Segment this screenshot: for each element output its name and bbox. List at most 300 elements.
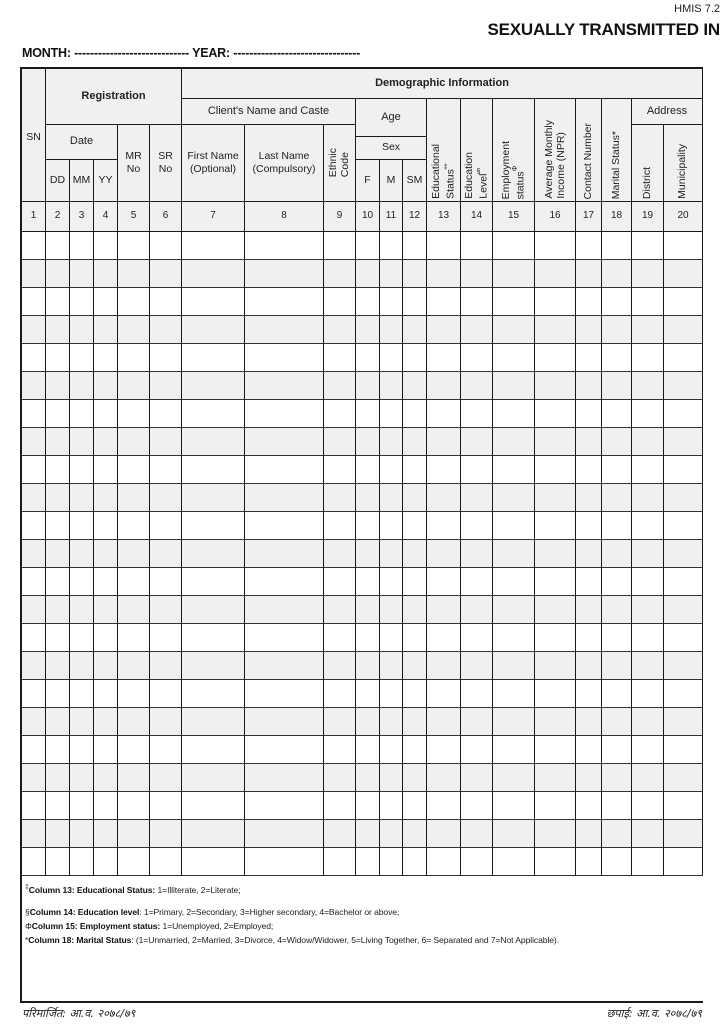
table-cell[interactable] (150, 792, 182, 820)
table-cell[interactable] (632, 652, 664, 680)
table-cell[interactable] (380, 792, 403, 820)
table-cell[interactable] (22, 372, 46, 400)
table-cell[interactable] (576, 400, 602, 428)
table-cell[interactable] (380, 316, 403, 344)
table-cell[interactable] (664, 764, 703, 792)
table-cell[interactable] (46, 848, 70, 876)
table-cell[interactable] (94, 652, 118, 680)
table-cell[interactable] (403, 232, 427, 260)
table-cell[interactable] (70, 596, 94, 624)
table-cell[interactable] (70, 680, 94, 708)
table-cell[interactable] (94, 820, 118, 848)
table-cell[interactable] (245, 372, 324, 400)
table-cell[interactable] (46, 820, 70, 848)
table-cell[interactable] (356, 512, 380, 540)
table-cell[interactable] (118, 820, 150, 848)
table-cell[interactable] (427, 428, 461, 456)
table-cell[interactable] (602, 792, 632, 820)
table-cell[interactable] (70, 316, 94, 344)
table-cell[interactable] (632, 568, 664, 596)
table-cell[interactable] (245, 232, 324, 260)
table-cell[interactable] (602, 428, 632, 456)
table-cell[interactable] (380, 680, 403, 708)
table-cell[interactable] (576, 736, 602, 764)
table-cell[interactable] (461, 456, 493, 484)
table-cell[interactable] (576, 316, 602, 344)
table-cell[interactable] (70, 540, 94, 568)
table-cell[interactable] (664, 372, 703, 400)
table-cell[interactable] (46, 540, 70, 568)
table-cell[interactable] (70, 624, 94, 652)
table-cell[interactable] (182, 512, 245, 540)
table-cell[interactable] (380, 764, 403, 792)
table-cell[interactable] (380, 512, 403, 540)
table-cell[interactable] (150, 736, 182, 764)
table-cell[interactable] (664, 736, 703, 764)
table-cell[interactable] (356, 428, 380, 456)
table-cell[interactable] (535, 848, 576, 876)
table-cell[interactable] (94, 596, 118, 624)
table-cell[interactable] (356, 568, 380, 596)
table-cell[interactable] (150, 820, 182, 848)
table-cell[interactable] (22, 596, 46, 624)
table-cell[interactable] (324, 820, 356, 848)
table-cell[interactable] (632, 372, 664, 400)
table-cell[interactable] (493, 764, 535, 792)
table-cell[interactable] (150, 484, 182, 512)
table-cell[interactable] (46, 456, 70, 484)
table-cell[interactable] (493, 428, 535, 456)
table-cell[interactable] (118, 428, 150, 456)
table-cell[interactable] (403, 288, 427, 316)
table-cell[interactable] (535, 400, 576, 428)
table-cell[interactable] (118, 568, 150, 596)
table-cell[interactable] (664, 568, 703, 596)
table-cell[interactable] (427, 540, 461, 568)
table-cell[interactable] (324, 484, 356, 512)
table-cell[interactable] (94, 792, 118, 820)
table-cell[interactable] (324, 764, 356, 792)
table-cell[interactable] (22, 512, 46, 540)
table-cell[interactable] (602, 764, 632, 792)
table-cell[interactable] (356, 400, 380, 428)
table-cell[interactable] (602, 736, 632, 764)
table-cell[interactable] (150, 652, 182, 680)
table-cell[interactable] (632, 428, 664, 456)
table-cell[interactable] (461, 232, 493, 260)
table-cell[interactable] (182, 624, 245, 652)
table-cell[interactable] (356, 316, 380, 344)
table-cell[interactable] (380, 484, 403, 512)
table-cell[interactable] (602, 512, 632, 540)
table-cell[interactable] (245, 484, 324, 512)
table-cell[interactable] (576, 848, 602, 876)
table-cell[interactable] (356, 344, 380, 372)
table-cell[interactable] (245, 764, 324, 792)
table-cell[interactable] (182, 400, 245, 428)
table-cell[interactable] (535, 428, 576, 456)
table-cell[interactable] (427, 708, 461, 736)
table-cell[interactable] (356, 540, 380, 568)
table-cell[interactable] (576, 708, 602, 736)
table-cell[interactable] (576, 484, 602, 512)
table-cell[interactable] (602, 848, 632, 876)
table-cell[interactable] (403, 708, 427, 736)
table-cell[interactable] (664, 484, 703, 512)
table-cell[interactable] (118, 792, 150, 820)
table-cell[interactable] (118, 596, 150, 624)
table-cell[interactable] (356, 680, 380, 708)
table-cell[interactable] (324, 512, 356, 540)
table-cell[interactable] (632, 344, 664, 372)
table-cell[interactable] (46, 736, 70, 764)
table-cell[interactable] (632, 596, 664, 624)
table-cell[interactable] (493, 596, 535, 624)
table-cell[interactable] (46, 792, 70, 820)
table-cell[interactable] (356, 260, 380, 288)
table-cell[interactable] (493, 820, 535, 848)
table-cell[interactable] (403, 428, 427, 456)
table-cell[interactable] (535, 764, 576, 792)
table-cell[interactable] (118, 680, 150, 708)
table-cell[interactable] (664, 652, 703, 680)
table-cell[interactable] (245, 708, 324, 736)
table-cell[interactable] (535, 372, 576, 400)
table-cell[interactable] (70, 260, 94, 288)
table-cell[interactable] (118, 764, 150, 792)
table-cell[interactable] (632, 792, 664, 820)
table-cell[interactable] (324, 792, 356, 820)
table-cell[interactable] (380, 456, 403, 484)
table-cell[interactable] (403, 456, 427, 484)
table-cell[interactable] (632, 736, 664, 764)
table-cell[interactable] (461, 540, 493, 568)
table-cell[interactable] (576, 652, 602, 680)
table-cell[interactable] (70, 456, 94, 484)
table-cell[interactable] (403, 736, 427, 764)
table-cell[interactable] (664, 540, 703, 568)
table-cell[interactable] (664, 344, 703, 372)
table-cell[interactable] (118, 652, 150, 680)
table-cell[interactable] (182, 344, 245, 372)
table-cell[interactable] (427, 736, 461, 764)
table-cell[interactable] (632, 708, 664, 736)
table-cell[interactable] (602, 652, 632, 680)
table-cell[interactable] (493, 708, 535, 736)
table-cell[interactable] (602, 316, 632, 344)
table-cell[interactable] (461, 344, 493, 372)
table-cell[interactable] (427, 820, 461, 848)
table-cell[interactable] (602, 400, 632, 428)
table-cell[interactable] (324, 372, 356, 400)
table-cell[interactable] (535, 288, 576, 316)
table-cell[interactable] (427, 400, 461, 428)
table-cell[interactable] (461, 568, 493, 596)
table-cell[interactable] (324, 232, 356, 260)
table-cell[interactable] (118, 540, 150, 568)
table-cell[interactable] (150, 596, 182, 624)
table-cell[interactable] (493, 456, 535, 484)
table-cell[interactable] (22, 848, 46, 876)
table-cell[interactable] (22, 792, 46, 820)
table-cell[interactable] (324, 652, 356, 680)
table-cell[interactable] (535, 652, 576, 680)
table-cell[interactable] (245, 540, 324, 568)
table-cell[interactable] (150, 232, 182, 260)
table-cell[interactable] (94, 484, 118, 512)
table-cell[interactable] (118, 512, 150, 540)
table-cell[interactable] (70, 792, 94, 820)
table-cell[interactable] (70, 736, 94, 764)
table-cell[interactable] (118, 708, 150, 736)
table-cell[interactable] (150, 540, 182, 568)
table-cell[interactable] (182, 428, 245, 456)
table-cell[interactable] (380, 400, 403, 428)
table-cell[interactable] (94, 708, 118, 736)
table-cell[interactable] (535, 708, 576, 736)
table-cell[interactable] (664, 512, 703, 540)
table-cell[interactable] (602, 372, 632, 400)
table-cell[interactable] (664, 596, 703, 624)
table-cell[interactable] (70, 764, 94, 792)
table-cell[interactable] (403, 512, 427, 540)
table-cell[interactable] (94, 344, 118, 372)
table-cell[interactable] (427, 232, 461, 260)
table-cell[interactable] (324, 540, 356, 568)
table-cell[interactable] (403, 568, 427, 596)
table-cell[interactable] (380, 708, 403, 736)
table-cell[interactable] (70, 484, 94, 512)
table-cell[interactable] (427, 568, 461, 596)
table-cell[interactable] (94, 316, 118, 344)
table-cell[interactable] (46, 316, 70, 344)
table-cell[interactable] (664, 232, 703, 260)
table-cell[interactable] (118, 316, 150, 344)
table-cell[interactable] (324, 288, 356, 316)
table-cell[interactable] (632, 260, 664, 288)
table-cell[interactable] (632, 624, 664, 652)
table-cell[interactable] (535, 792, 576, 820)
table-cell[interactable] (356, 596, 380, 624)
table-cell[interactable] (22, 400, 46, 428)
table-cell[interactable] (245, 568, 324, 596)
table-cell[interactable] (245, 344, 324, 372)
table-cell[interactable] (461, 624, 493, 652)
table-cell[interactable] (493, 680, 535, 708)
table-cell[interactable] (118, 456, 150, 484)
table-cell[interactable] (493, 344, 535, 372)
table-cell[interactable] (493, 288, 535, 316)
table-cell[interactable] (245, 260, 324, 288)
table-cell[interactable] (245, 624, 324, 652)
table-cell[interactable] (70, 568, 94, 596)
table-cell[interactable] (245, 288, 324, 316)
table-cell[interactable] (46, 260, 70, 288)
table-cell[interactable] (403, 596, 427, 624)
table-cell[interactable] (493, 484, 535, 512)
table-cell[interactable] (356, 708, 380, 736)
table-cell[interactable] (427, 680, 461, 708)
table-cell[interactable] (150, 260, 182, 288)
table-cell[interactable] (150, 456, 182, 484)
table-cell[interactable] (576, 344, 602, 372)
table-cell[interactable] (664, 708, 703, 736)
table-cell[interactable] (427, 260, 461, 288)
table-cell[interactable] (118, 736, 150, 764)
table-cell[interactable] (324, 344, 356, 372)
table-cell[interactable] (427, 652, 461, 680)
table-cell[interactable] (46, 596, 70, 624)
table-cell[interactable] (664, 820, 703, 848)
table-cell[interactable] (22, 232, 46, 260)
table-cell[interactable] (182, 820, 245, 848)
table-cell[interactable] (427, 484, 461, 512)
table-cell[interactable] (427, 596, 461, 624)
table-cell[interactable] (94, 232, 118, 260)
table-cell[interactable] (182, 288, 245, 316)
table-cell[interactable] (427, 288, 461, 316)
table-cell[interactable] (664, 456, 703, 484)
table-cell[interactable] (182, 708, 245, 736)
table-cell[interactable] (576, 288, 602, 316)
table-cell[interactable] (632, 680, 664, 708)
table-cell[interactable] (245, 736, 324, 764)
table-cell[interactable] (22, 708, 46, 736)
table-cell[interactable] (324, 708, 356, 736)
table-cell[interactable] (94, 456, 118, 484)
table-cell[interactable] (46, 652, 70, 680)
table-cell[interactable] (535, 736, 576, 764)
table-cell[interactable] (602, 456, 632, 484)
table-cell[interactable] (182, 792, 245, 820)
table-cell[interactable] (632, 512, 664, 540)
table-cell[interactable] (493, 792, 535, 820)
table-cell[interactable] (576, 596, 602, 624)
table-cell[interactable] (493, 512, 535, 540)
table-cell[interactable] (150, 372, 182, 400)
table-cell[interactable] (356, 484, 380, 512)
table-cell[interactable] (461, 652, 493, 680)
table-cell[interactable] (493, 736, 535, 764)
table-cell[interactable] (461, 484, 493, 512)
table-cell[interactable] (324, 316, 356, 344)
table-cell[interactable] (324, 736, 356, 764)
table-cell[interactable] (427, 344, 461, 372)
table-cell[interactable] (380, 624, 403, 652)
table-cell[interactable] (535, 512, 576, 540)
table-cell[interactable] (535, 624, 576, 652)
table-cell[interactable] (324, 400, 356, 428)
table-cell[interactable] (46, 232, 70, 260)
table-cell[interactable] (94, 680, 118, 708)
table-cell[interactable] (427, 512, 461, 540)
table-cell[interactable] (245, 400, 324, 428)
table-cell[interactable] (150, 764, 182, 792)
table-cell[interactable] (22, 484, 46, 512)
table-cell[interactable] (403, 372, 427, 400)
table-cell[interactable] (427, 848, 461, 876)
table-cell[interactable] (403, 764, 427, 792)
table-cell[interactable] (380, 540, 403, 568)
table-cell[interactable] (150, 344, 182, 372)
table-cell[interactable] (245, 316, 324, 344)
table-cell[interactable] (380, 596, 403, 624)
table-cell[interactable] (427, 624, 461, 652)
table-cell[interactable] (182, 232, 245, 260)
table-cell[interactable] (356, 736, 380, 764)
table-cell[interactable] (70, 232, 94, 260)
table-cell[interactable] (356, 652, 380, 680)
table-cell[interactable] (380, 232, 403, 260)
table-cell[interactable] (22, 288, 46, 316)
table-cell[interactable] (461, 764, 493, 792)
table-cell[interactable] (94, 260, 118, 288)
table-cell[interactable] (22, 652, 46, 680)
table-cell[interactable] (356, 232, 380, 260)
table-cell[interactable] (324, 596, 356, 624)
table-cell[interactable] (461, 736, 493, 764)
table-cell[interactable] (632, 400, 664, 428)
table-cell[interactable] (150, 288, 182, 316)
table-cell[interactable] (182, 540, 245, 568)
table-cell[interactable] (664, 624, 703, 652)
table-cell[interactable] (461, 512, 493, 540)
table-cell[interactable] (461, 316, 493, 344)
table-cell[interactable] (461, 708, 493, 736)
table-cell[interactable] (94, 624, 118, 652)
table-cell[interactable] (22, 456, 46, 484)
table-cell[interactable] (427, 456, 461, 484)
table-cell[interactable] (461, 288, 493, 316)
table-cell[interactable] (22, 428, 46, 456)
table-cell[interactable] (576, 540, 602, 568)
table-cell[interactable] (664, 400, 703, 428)
table-cell[interactable] (576, 512, 602, 540)
table-cell[interactable] (602, 708, 632, 736)
table-cell[interactable] (493, 260, 535, 288)
table-cell[interactable] (182, 848, 245, 876)
table-cell[interactable] (535, 484, 576, 512)
table-cell[interactable] (403, 680, 427, 708)
table-cell[interactable] (403, 652, 427, 680)
table-cell[interactable] (150, 680, 182, 708)
table-cell[interactable] (493, 372, 535, 400)
table-cell[interactable] (150, 428, 182, 456)
table-cell[interactable] (46, 428, 70, 456)
table-cell[interactable] (602, 288, 632, 316)
table-cell[interactable] (324, 260, 356, 288)
table-cell[interactable] (602, 484, 632, 512)
table-cell[interactable] (22, 316, 46, 344)
table-cell[interactable] (535, 680, 576, 708)
table-cell[interactable] (356, 764, 380, 792)
table-cell[interactable] (245, 792, 324, 820)
table-cell[interactable] (46, 624, 70, 652)
table-cell[interactable] (356, 288, 380, 316)
table-cell[interactable] (403, 344, 427, 372)
table-cell[interactable] (493, 652, 535, 680)
table-cell[interactable] (118, 344, 150, 372)
table-cell[interactable] (535, 316, 576, 344)
table-cell[interactable] (70, 708, 94, 736)
table-cell[interactable] (94, 736, 118, 764)
table-cell[interactable] (356, 848, 380, 876)
table-cell[interactable] (182, 680, 245, 708)
table-cell[interactable] (70, 652, 94, 680)
table-cell[interactable] (535, 820, 576, 848)
table-cell[interactable] (324, 848, 356, 876)
table-cell[interactable] (182, 316, 245, 344)
